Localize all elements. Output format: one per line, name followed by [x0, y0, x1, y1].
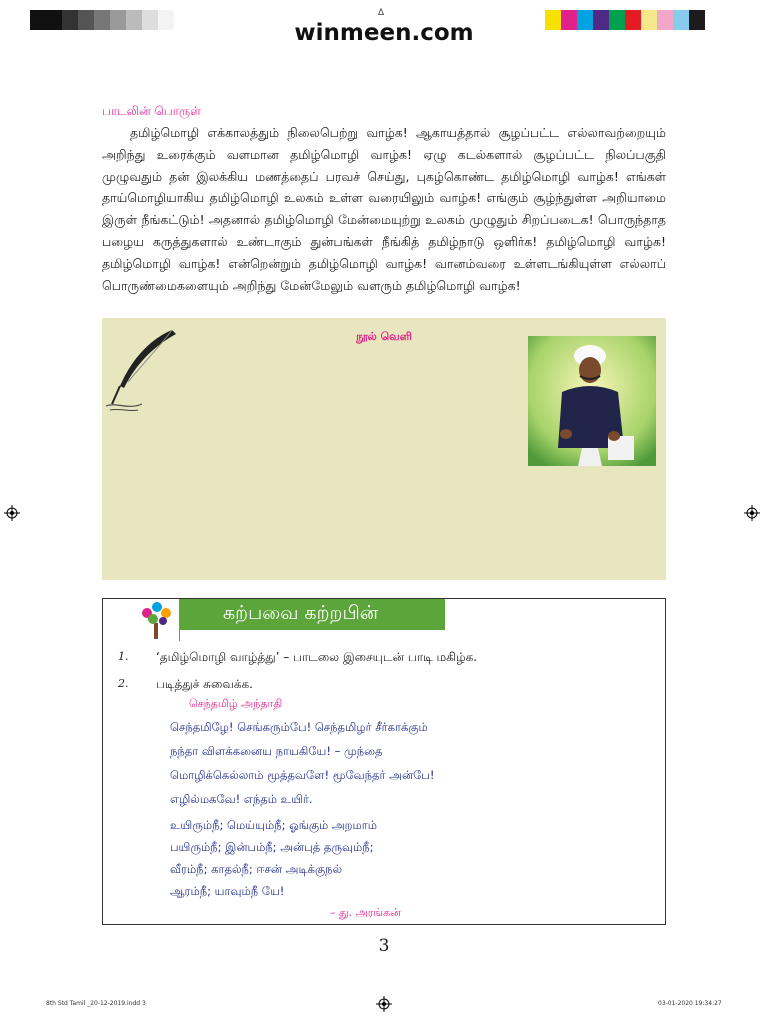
learn-item-number: 2. [118, 677, 129, 690]
learn-section-title: கற்பவை கற்றபின் [223, 602, 379, 624]
poem-author: – து. அரங்கன் [330, 906, 401, 919]
poem-line: நந்தா விளக்கனைய நாயகியே! – முந்தை [170, 744, 383, 758]
site-logo: winmeen.com [294, 20, 474, 46]
meaning-section-title: பாடலின் பொருள் [102, 104, 201, 118]
left-registration-crosshair-icon [4, 505, 20, 521]
book-info-box [102, 318, 666, 580]
learn-item-number: 1. [118, 650, 129, 663]
poem-line: உயிரும்நீ; மெய்யும்நீ; ஓங்கும் அறமாம் [170, 818, 378, 832]
book-info-title: நூல் வெளி [356, 330, 412, 343]
poem-title: செந்தமிழ் அந்தாதி [189, 697, 283, 710]
poet-portrait [528, 336, 656, 466]
poem-line: வீரம்நீ; காதல்நீ; ஈசன் அடிக்குநல் [170, 862, 343, 876]
meaning-paragraph [102, 122, 666, 296]
poem-line: மொழிக்கெல்லாம் மூத்தவளே! மூவேந்தர் அன்பே! [170, 768, 435, 782]
poem-line: எழில்மகவே! எந்தம் உயிர். [170, 792, 313, 806]
top-register-mark: ∆ [378, 8, 385, 18]
knowledge-tree-icon [133, 599, 180, 641]
bottom-registration-crosshair-icon [376, 996, 392, 1012]
right-registration-crosshair-icon [744, 505, 760, 521]
page-number: 3 [378, 936, 390, 956]
footer-timestamp: 03-01-2020 19:34:27 [658, 1000, 722, 1007]
poem-line: ஆரம்நீ; யாவும்நீ யே! [170, 884, 285, 898]
footer-file-name: 8th Std Tamil _20-12-2019.indd 3 [46, 1000, 146, 1007]
poem-line: செந்தமிழே! செங்கரும்பே! செந்தமிழர் சீர்காக்கும் [170, 720, 428, 734]
learn-item-text: ‘தமிழ்மொழி வாழ்த்து’ – பாடலை இசையுடன் பாடி மகிழ்க. [156, 650, 478, 664]
meaning-body-text: தமிழ்மொழி எக்காலத்தும் நிலைபெற்று வாழ்க! ஆகாயத்தால் சூழப்பட்ட எல்லாவற்றையும் அறிந்து உரைக்கும் வளமான தமிழ்மொழி வாழ்க! ஏழு கடல்களால் சூழப்பட்ட நிலப்பகுதி முழுவதும் தன் இலக்கிய மணத்தைப் பரவச் செய்து, புகழ்கொண்ட தமிழ்மொழி வாழ்க! எங்கள் தாய்மொழியாகிய தமிழ்மொழி உலகம் உள்ள வரையிலும் வாழ்க! எங்கும் சூழ்ந்துள்ள அறியாமை இருள் நீங்கட்டும்! அதனால் தமிழ்மொழி மேன்மையுற்று உலகம் முழுதும் சிறப்படைக! பொருந்தாத பழைய கருத்துகளால் உண்டாகும் துன்பங்கள் நீங்கித் தமிழ்நாடு ஒளிர்க! தமிழ்மொழி வாழ்க! தமிழ்மொழி வாழ்க! என்றென்றும் தமிழ்மொழி வாழ்க! வானம்வரை உள்ளடங்கியுள்ள எல்லாப் பொருண்மைகளையும் அறிந்து மேன்மேலும் வளரும் தமிழ்மொழி வாழ்க! [102, 125, 666, 293]
poem-line: பயிரும்நீ; இன்பம்நீ; அன்புத் தருவும்நீ; [170, 840, 374, 854]
learn-item-text: படித்துச் சுவைக்க. [156, 677, 253, 691]
